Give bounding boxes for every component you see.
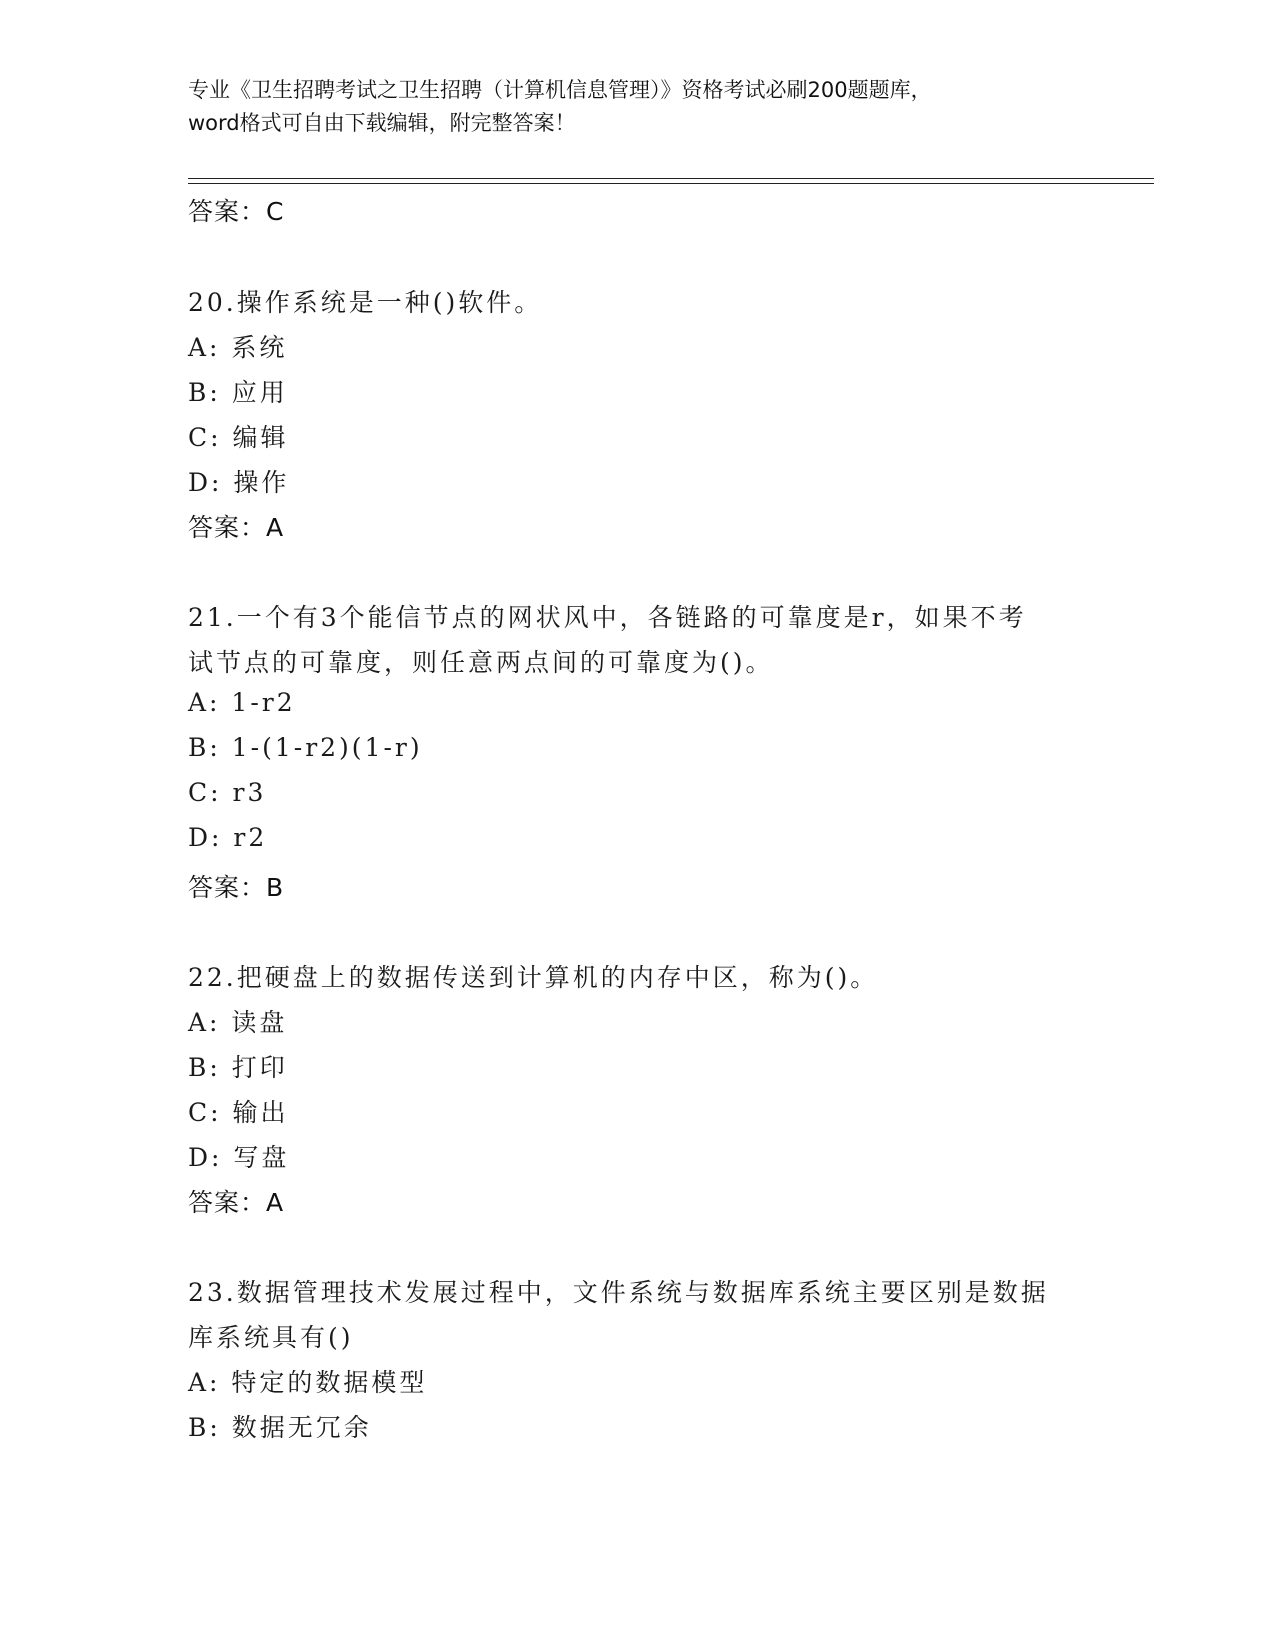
question-22-stem: 22.把硬盘上的数据传送到计算机的内存中区，称为()。	[188, 963, 879, 992]
question-23-option-b: B: 数据无冗余	[188, 1413, 372, 1442]
header-divider-bottom	[188, 183, 1154, 184]
question-21-stem-line-1: 21.一个有3个能信节点的网状风中，各链路的可靠度是r，如果不考	[188, 603, 1027, 632]
question-22-option-d: D: 写盘	[188, 1143, 290, 1172]
question-20-option-c: C: 编辑	[188, 423, 289, 452]
question-21-option-c: C: r3	[188, 778, 267, 807]
question-23-stem-line-1: 23.数据管理技术发展过程中，文件系统与数据库系统主要区别是数据	[188, 1278, 1049, 1307]
question-20-option-d: D: 操作	[188, 468, 290, 497]
header-title-line-1: 专业《卫生招聘考试之卫生招聘（计算机信息管理）》资格考试必刷200题题库，	[188, 78, 932, 102]
question-21-answer: 答案：B	[188, 873, 285, 902]
header-title-line-2: word格式可自由下载编辑，附完整答案！	[188, 111, 576, 135]
question-20-stem: 20.操作系统是一种()软件。	[188, 288, 543, 317]
question-23-stem-line-2: 库系统具有()	[188, 1323, 354, 1352]
question-21-stem-line-2: 试节点的可靠度，则任意两点间的可靠度为()。	[188, 648, 774, 677]
question-21-option-d: D: r2	[188, 823, 268, 852]
question-22-option-a: A: 读盘	[188, 1008, 288, 1037]
answer-19: 答案：C	[188, 197, 285, 226]
question-21-option-b: B: 1-(1-r2)(1-r)	[188, 733, 423, 762]
question-22-option-c: C: 输出	[188, 1098, 289, 1127]
question-20-option-b: B: 应用	[188, 378, 288, 407]
question-20-answer: 答案：A	[188, 513, 285, 542]
question-20-option-a: A: 系统	[188, 333, 288, 362]
question-22-answer: 答案：A	[188, 1188, 285, 1217]
question-22-option-b: B: 打印	[188, 1053, 288, 1082]
header-divider-top	[188, 178, 1154, 179]
question-21-option-a: A: 1-r2	[188, 688, 296, 717]
document-header	[188, 74, 1088, 140]
question-23-option-a: A: 特定的数据模型	[188, 1368, 428, 1397]
